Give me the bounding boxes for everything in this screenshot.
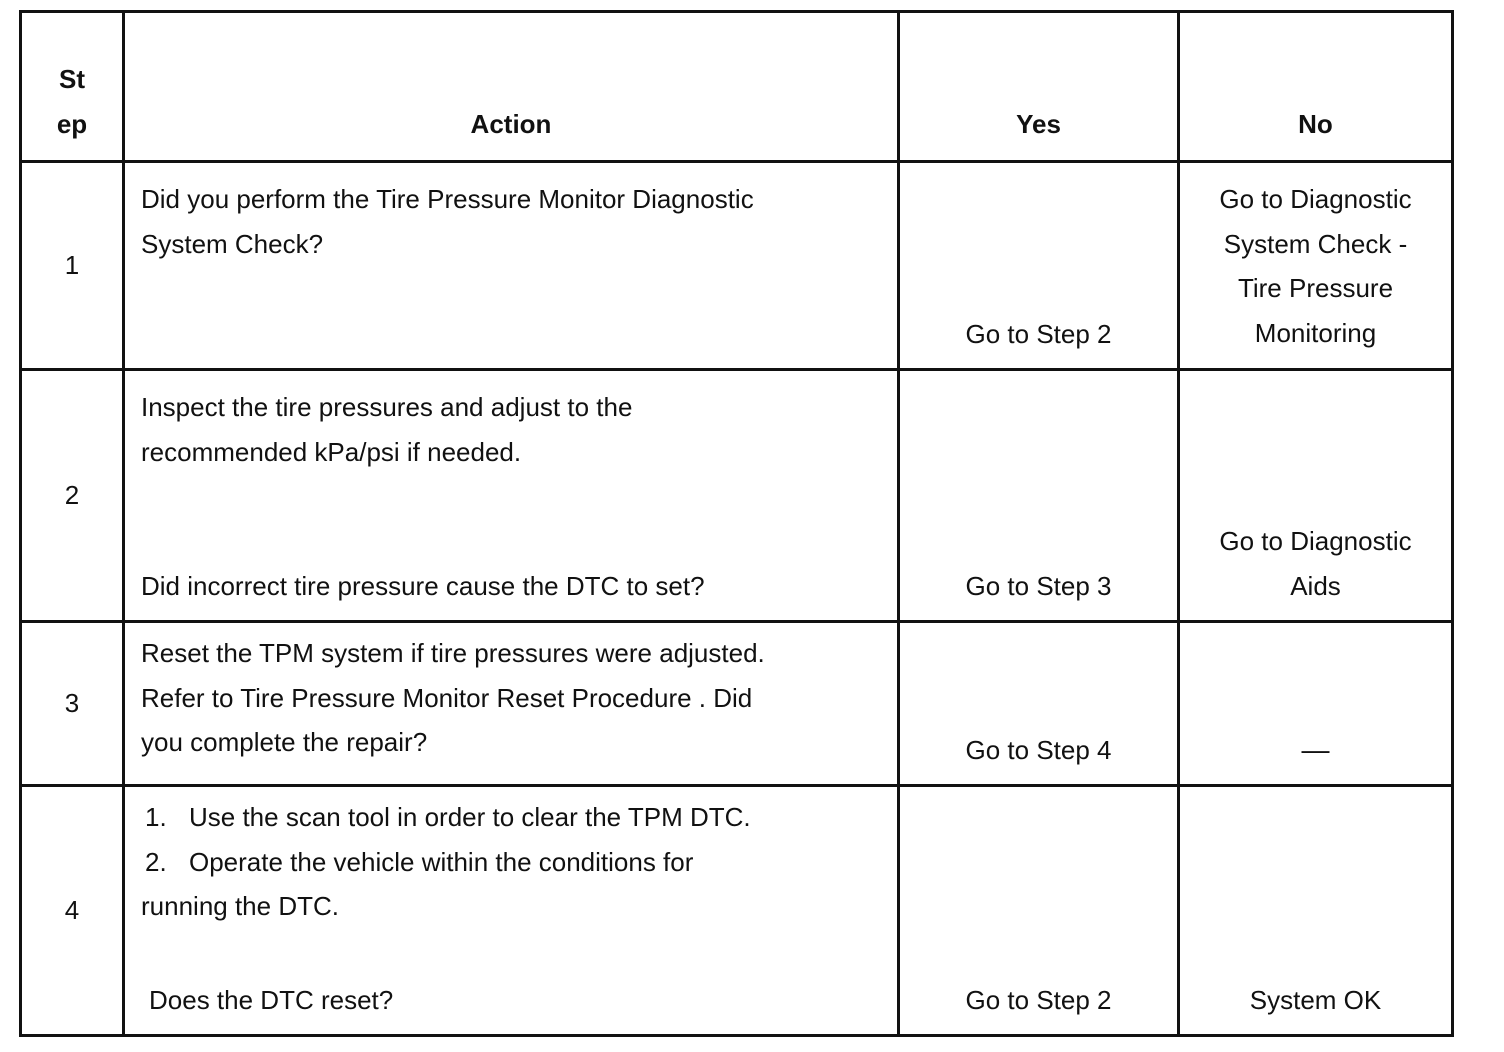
list-continuation: running the DTC. [141,891,339,921]
action-text: Did you perform the Tire Pressure Monitor Diagnostic System Check? [124,162,899,370]
action-question: Did incorrect tire pressure cause the DTC to set? [141,570,705,601]
step-number: 2 [21,370,124,622]
yes-text: Go to Step 3 [965,570,1112,601]
yes-cell [899,370,1179,622]
table-row [21,622,1453,786]
table-row [21,370,1453,622]
step-number: 3 [21,622,124,786]
no-cell [1179,370,1453,622]
action-cell [124,370,899,622]
yes-text: Go to Step 4 [965,734,1112,765]
no-text: — [1301,733,1330,765]
no-text: Go to Diagnostic Aids [1219,526,1412,601]
no-text: Go to Diagnostic System Check - Tire Pressure Monitoring [1219,184,1412,348]
list-number: 2. [145,846,167,877]
list-text: Operate the vehicle within the conditions for [189,846,694,877]
action-text: Reset the TPM system if tire pressures were adjusted. Refer to Tire Pressure Monitor Reset Procedure . Did you complete the repair? [124,622,899,786]
no-cell [1179,162,1453,370]
list-item [141,795,883,840]
header-step: St ep [21,12,124,162]
list-text: Use the scan tool in order to clear the TPM DTC. [189,802,751,832]
header-no: No [1179,12,1453,162]
no-text: System OK [1249,984,1382,1015]
diagnostic-table [19,10,1454,1037]
yes-text: Go to Step 2 [965,984,1112,1015]
step-number: 4 [21,786,124,1036]
action-question: Does the DTC reset? [149,984,394,1015]
no-cell [1179,622,1453,786]
yes-cell [899,162,1179,370]
list-number: 1. [145,802,167,832]
no-cell [1179,786,1453,1036]
yes-cell [899,622,1179,786]
header-action: Action [124,12,899,162]
step-number: 1 [21,162,124,370]
table-header-row [21,12,1453,162]
table-row [21,162,1453,370]
action-cell [124,786,899,1036]
action-text: Inspect the tire pressures and adjust to the recommended kPa/psi if needed. [141,392,633,467]
list-item [141,840,883,885]
header-yes: Yes [899,12,1179,162]
table-row [21,786,1453,1036]
yes-cell [899,786,1179,1036]
yes-text: Go to Step 2 [965,318,1112,349]
